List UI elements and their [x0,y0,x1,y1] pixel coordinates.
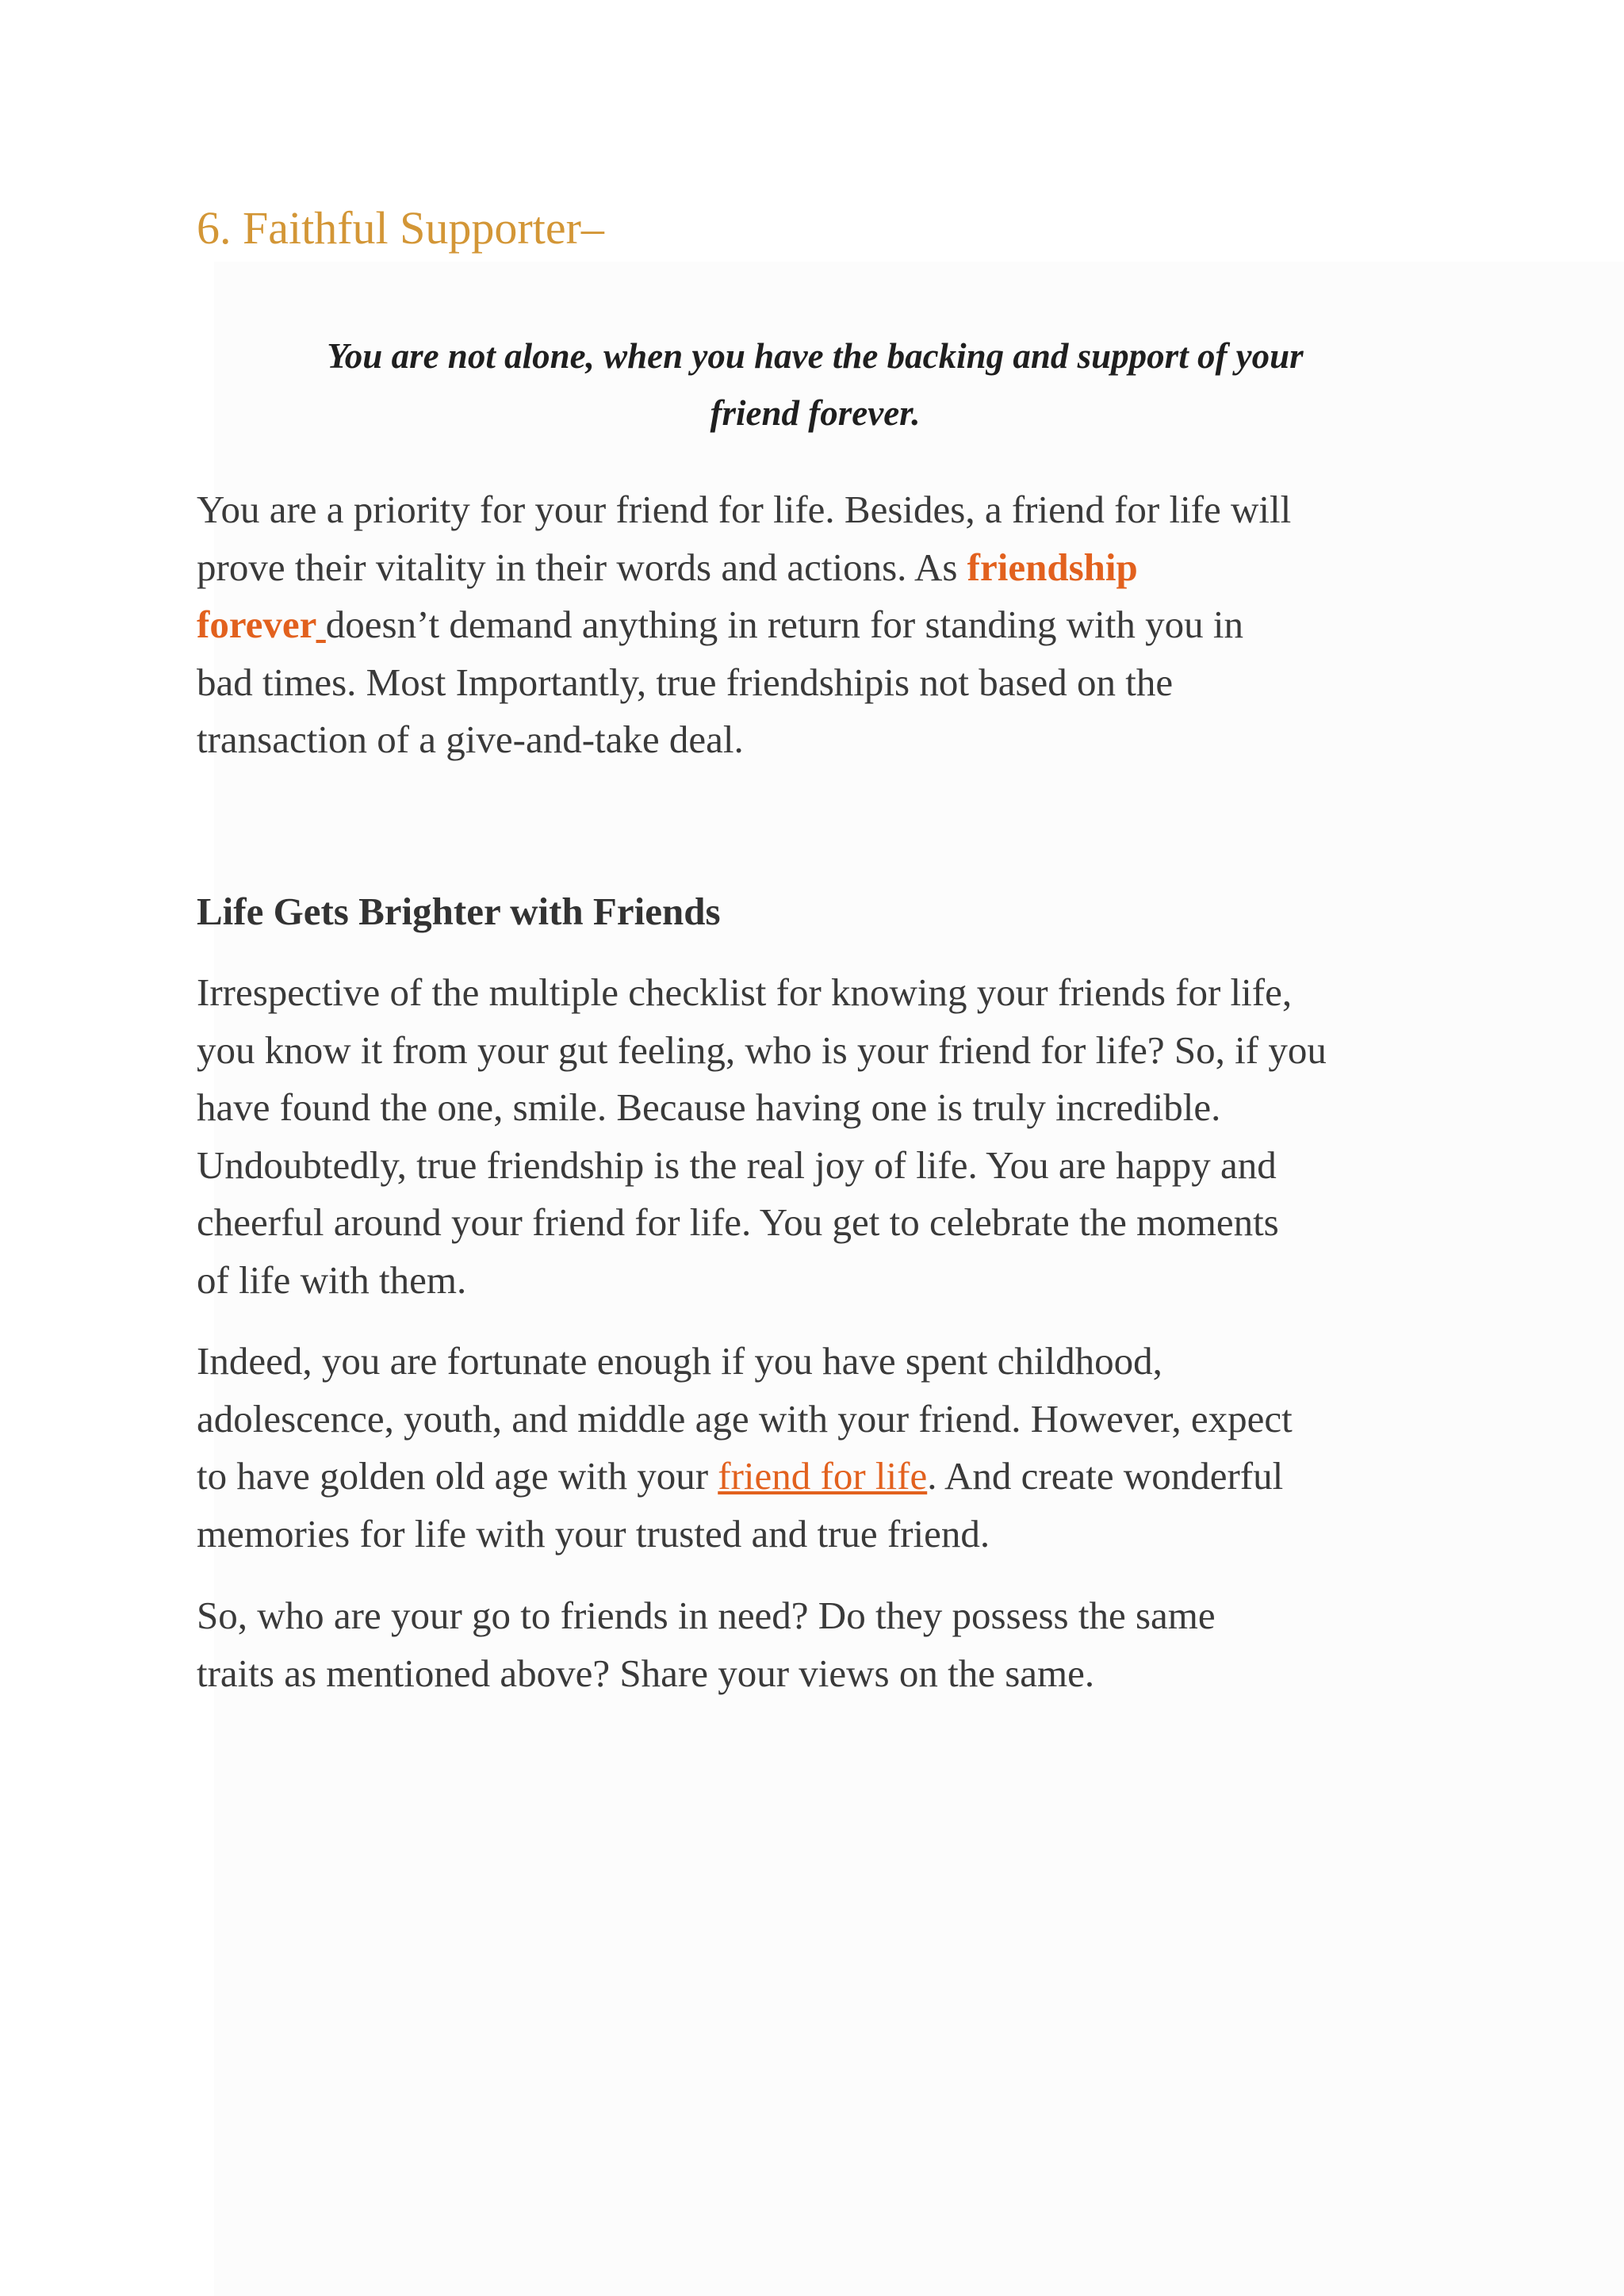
text-line: of life with them. [197,1257,467,1302]
text-line: you know it from your gut feeling, who is your friend for life? So, if you [197,1027,1327,1072]
text-line: transaction of a give-and-take deal. [197,718,744,761]
text-segment: prove their vitality in their words and actions. As [197,545,967,589]
text-line: Irrespective of the multiple checklist for knowing your friends for life, [197,970,1293,1014]
paragraph-priority [197,481,1434,769]
quote-line: You are not alone, when you have the backing and support of your [327,336,1304,376]
text-line: You are a priority for your friend for life. Besides, a friend for life will [197,488,1292,531]
text-segment: to have golden old age with your [197,1454,718,1498]
friendship-forever-link-continued[interactable]: forever [197,603,316,646]
text-line: traits as mentioned above? Share your views on the same. [197,1651,1095,1695]
quote-line: friend forever. [710,393,921,433]
text-line [197,596,1434,654]
friendship-forever-link[interactable]: friendship [967,545,1138,589]
text-line: So, who are your go to friends in need? Do they possess the same [197,1594,1216,1637]
text-line: bad times. Most Importantly, true friendshipis not based on the [197,660,1174,704]
text-line: memories for life with your trusted and true friend. [197,1511,990,1556]
paragraph-old-age [197,1333,1434,1563]
text-line: adolescence, youth, and middle age with your friend. However, expect [197,1396,1293,1441]
text-line: Undoubtedly, true friendship is the real joy of life. You are happy and [197,1142,1277,1187]
link-trailing-space[interactable] [316,603,326,646]
pull-quote [197,327,1434,442]
text-segment: doesn’t demand anything in return for standing with you in [325,603,1244,646]
section-heading: 6. Faithful Supporter– [197,202,604,254]
friend-for-life-link[interactable]: friend for life [718,1454,928,1498]
text-line: cheerful around your friend for life. You get to celebrate the moments [197,1200,1279,1244]
paragraph-question [197,1587,1434,1702]
paragraph-gut-feeling [197,964,1434,1309]
conclusion-heading: Life Gets Brighter with Friends [197,890,721,933]
text-line: Indeed, you are fortunate enough if you have spent childhood, [197,1339,1162,1383]
text-line [197,1448,1434,1506]
text-segment: . And create wonderful [927,1454,1284,1498]
text-line [197,539,1434,597]
text-line: have found the one, smile. Because having one is truly incredible. [197,1085,1221,1129]
